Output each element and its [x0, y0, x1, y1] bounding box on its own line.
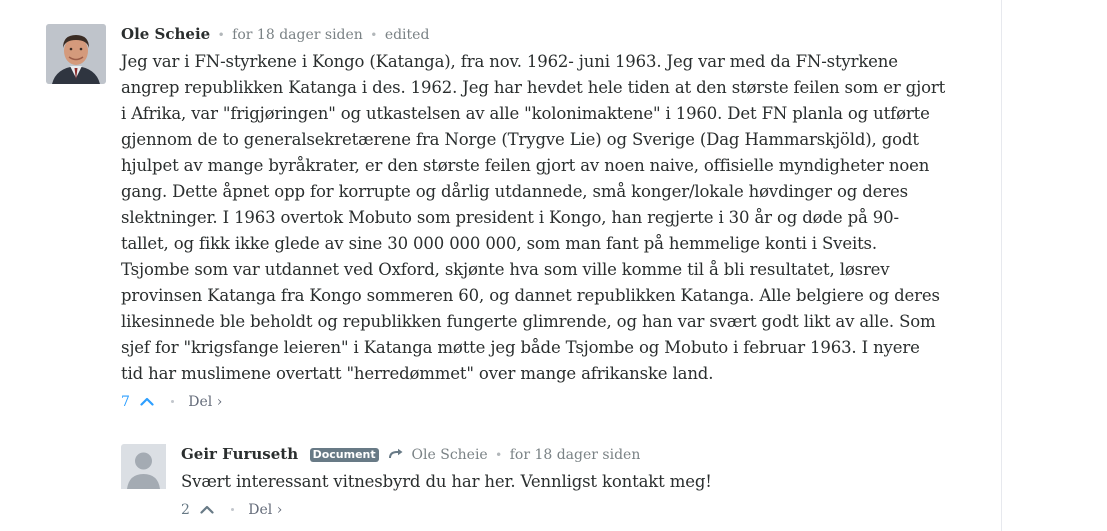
timestamp[interactable]: for 18 dager siden — [232, 27, 363, 43]
vote-count: 2 — [181, 502, 190, 518]
meta-separator: • — [370, 28, 378, 42]
meta-separator: • — [495, 448, 503, 462]
meta-separator: • — [217, 28, 225, 42]
reply-to-author[interactable]: Ole Scheie — [411, 447, 488, 463]
avatar-photo — [46, 24, 106, 84]
moderator-badge: Document — [310, 448, 379, 462]
author-name[interactable]: Ole Scheie — [121, 25, 211, 43]
vote-count: 7 — [121, 394, 130, 410]
thread-right-border — [1001, 0, 1002, 531]
avatar[interactable] — [46, 24, 106, 84]
user-silhouette-icon — [121, 444, 166, 489]
reply-arrow-icon — [389, 446, 404, 468]
avatar[interactable] — [121, 444, 181, 504]
comment-body — [181, 443, 941, 521]
timestamp[interactable]: for 18 dager siden — [509, 447, 641, 463]
comment-header — [181, 443, 941, 465]
share-button[interactable]: Del › — [248, 502, 283, 518]
comment-actions — [181, 499, 941, 521]
comment-actions — [121, 391, 946, 413]
edited-label: edited — [384, 27, 430, 43]
comment-text: Svært interessant vitnesbyrd du har her. Vennligst kontakt meg! — [181, 472, 712, 491]
chevron-up-icon[interactable] — [140, 391, 154, 413]
chevron-up-icon[interactable] — [200, 499, 214, 521]
share-button[interactable]: Del › — [188, 394, 223, 410]
comment-body — [121, 23, 946, 413]
action-separator — [171, 400, 174, 403]
comment-text: Jeg var i FN-styrkene i Kongo (Katanga), fra nov. 1962- juni 1963. Jeg var med da FN-styrkene angrep republikken Katanga i des. 1962. Jeg har hevdet hele tiden at den største feilen som er gjort i Afrika, var "frigjøringen" og utkastelsen av alle "kolonimaktene" i 1960. Det FN planla og utførte gjennom de to generalsekretærene fra Norge (Trygve Lie) og Sverige (Dag Hammarskjöld), godt hjulpet av mange byråkrater, er den største feilen gjort av noen naive, offisielle myndigheter noen gang. Dette åpnet opp for korrupte og dårlig utdannede, små konger/lokale høvdinger og deres slektninger. I 1963 overtok Mobuto som president i Kongo, han regjerte i 30 år og døde på 90- tallet, og fikk ikke glede av sine 30 000 000 000, som man fant på hemmelige konti i Sveits. Tsjombe som var utdannet ved Oxford, skjønte hva som ville komme til å bli resultatet, løsrev provinsen Katanga fra Kongo sommeren 60, og dannet republikken Katanga. Alle belgiere og deres likesinnede ble beholdt og republikken fungerte glimrende, og han var svært godt likt av alle. Som sjef for "krigsfange leieren" i Katanga møtte jeg både Tsjombe og Mobuto i februar 1963. I nyere tid har muslimene overtatt "herredømmet" over mange afrikanske land. — [121, 52, 946, 383]
comment-header — [121, 23, 946, 45]
author-name[interactable]: Geir Furuseth — [181, 445, 299, 463]
action-separator — [231, 508, 234, 511]
